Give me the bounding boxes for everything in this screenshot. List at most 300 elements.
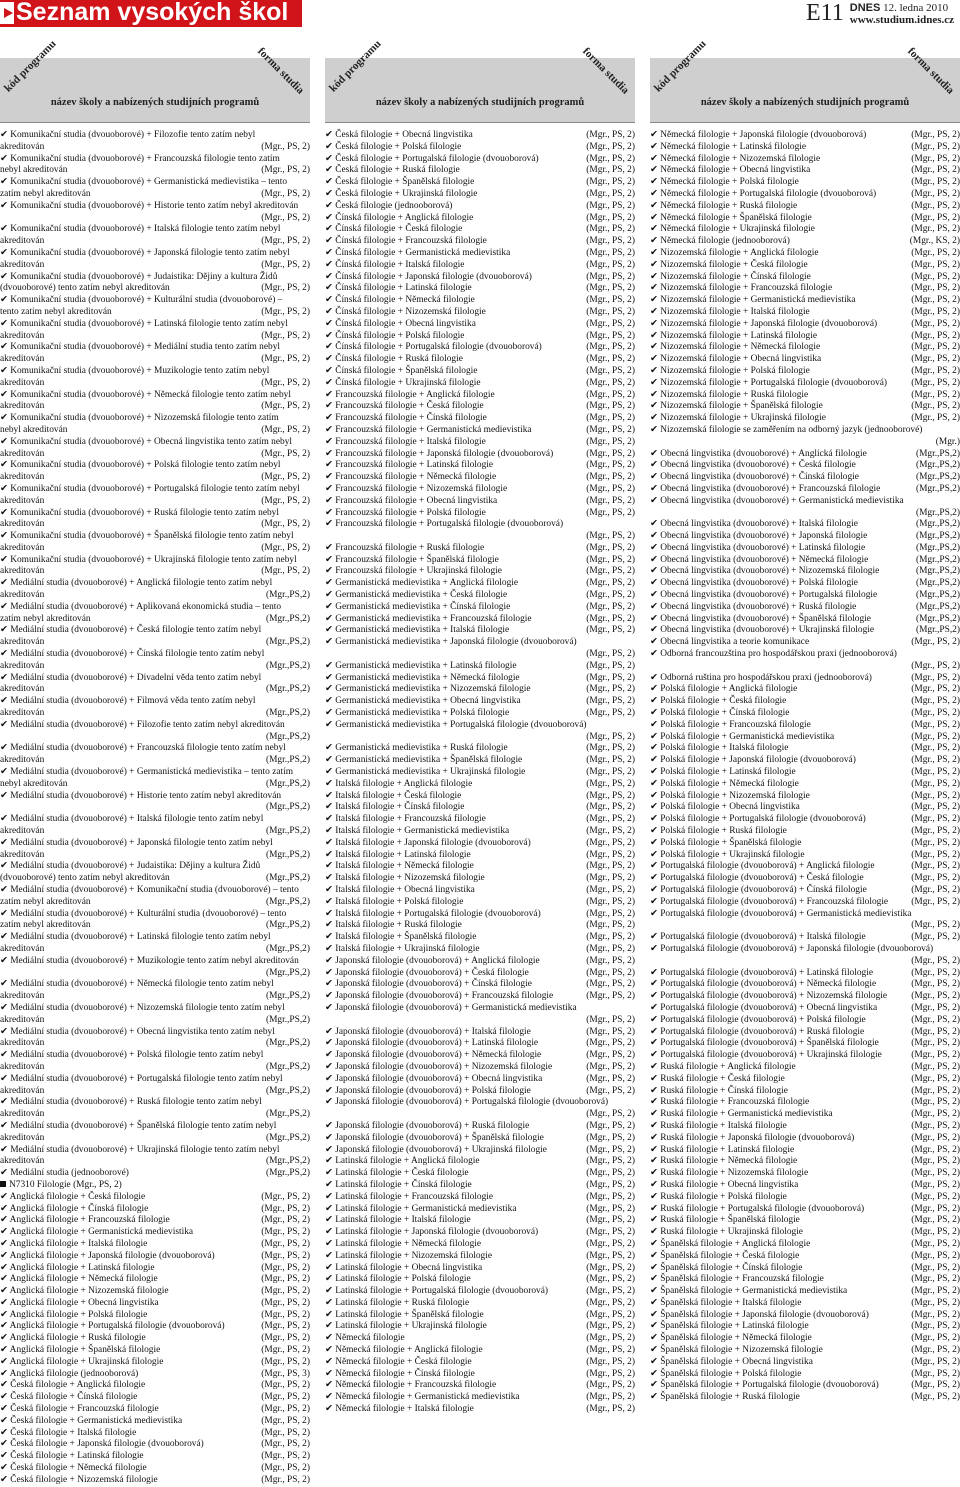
title-banner: [0, 0, 302, 27]
study-form: (Mgr., PS, 2): [911, 1356, 960, 1367]
study-form: (Mgr.,PS,2): [265, 1061, 310, 1072]
study-form: (Mgr., PS, 2): [586, 885, 635, 895]
program-name: ✔ Mediální studia (dvouoborové) + Divadelní věda tento zatím nebyl akreditován: [0, 672, 262, 695]
study-form: (Mgr., PS, 2): [911, 790, 960, 801]
program-entry: [650, 649, 960, 673]
study-form: (Mgr., PS, 2): [586, 377, 635, 388]
program-entry: [650, 1227, 960, 1239]
study-form: (Mgr., PS, 2): [911, 271, 960, 282]
study-form: (Mgr., PS, 2): [911, 802, 960, 813]
program-name: ✔ Mediální studia (dvouoborové) + Komunikační studia (dvouoborové) – tento zatím nebyl akreditován: [0, 885, 299, 907]
program-name: ✔ Nizozemská filologie + Anglická filologie: [650, 247, 819, 258]
program-name: ✔ Česká filologie + Francouzská filologie: [0, 1404, 159, 1415]
program-name: ✔ Francouzská filologie + Nizozemská filologie: [325, 483, 508, 494]
study-form: (Mgr., PS, 2): [261, 165, 310, 176]
study-form: (Mgr., PS, 2): [911, 967, 960, 978]
program-name: ✔ Anglická filologie + Francouzská filologie: [0, 1215, 170, 1226]
program-entry: [325, 366, 635, 378]
program-entry: [650, 590, 960, 602]
program-name: ✔ Polská filologie + Obecná lingvistika: [650, 802, 800, 813]
study-form: (Mgr., PS, 2): [586, 507, 635, 518]
study-form: (Mgr., PS, 2): [586, 814, 635, 825]
program-name: ✔ Čínská filologie + Anglická filologie: [325, 212, 474, 223]
program-name: ✔ Komunikační studia (dvouoborové) + Polská filologie tento zatím nebyl akreditován: [0, 460, 281, 483]
program-name: ✔ Nizozemská filologie + Italská filologie: [650, 306, 810, 317]
study-form: (Mgr., PS, 2): [911, 1380, 960, 1391]
program-entry: [325, 979, 635, 991]
program-name: ✔ Polská filologie + Nizozemská filologie: [650, 790, 810, 801]
program-name: ✔ Italská filologie + Česká filologie: [325, 790, 462, 801]
program-entry: [650, 319, 960, 331]
program-entry: [0, 1251, 310, 1263]
program-entry: [325, 1274, 635, 1286]
study-form: (Mgr., PS, 2): [911, 247, 960, 258]
study-form: (Mgr., PS, 2): [586, 955, 635, 966]
study-form: (Mgr., PS, 2): [586, 1274, 635, 1285]
program-name: ✔ Polská filologie + Italská filologie: [650, 743, 789, 754]
program-name: ✔ Italská filologie + Obecná lingvistika: [325, 885, 475, 895]
program-entry: [325, 378, 635, 390]
study-form: (Mgr., PS, 2): [911, 837, 960, 848]
program-entry: [0, 460, 310, 484]
program-name: ✔ Anglická filologie + Německá filologie: [0, 1274, 158, 1285]
program-name: ✔ Obecná lingvistika (dvouoborové) + Latinská filologie: [650, 542, 866, 553]
program-entry: [325, 449, 635, 461]
header-kod: kód programu: [652, 37, 709, 95]
program-name: ✔ Latinská filologie + Obecná lingvistika: [325, 1262, 483, 1273]
study-form: (Mgr., PS, 2): [911, 1002, 960, 1013]
program-name: ✔ Germanistická medievistika + Polská filologie: [325, 708, 510, 719]
program-name: ✔ Čínská filologie + Nizozemská filologie: [325, 306, 486, 317]
study-form: (Mgr., PS, 2): [586, 731, 635, 742]
study-form: (Mgr., PS, 2): [586, 1132, 635, 1143]
program-entry: [325, 248, 635, 260]
program-entry: [650, 767, 960, 779]
study-form: (Mgr., PS, 2): [586, 472, 635, 483]
program-name: ✔ Čínská filologie + Ruská filologie: [325, 354, 463, 365]
entries-list: [650, 130, 960, 1404]
program-entry: [325, 684, 635, 696]
program-name: ✔ Čínská filologie + Germanistická medievistika: [325, 247, 511, 258]
study-form: (Mgr., PS, 2): [586, 165, 635, 176]
program-entry: [325, 1380, 635, 1392]
study-form: (Mgr., PS, 2): [261, 424, 310, 435]
program-name: ✔ Polská filologie + Latinská filologie: [650, 767, 796, 778]
column-header: [650, 37, 960, 123]
study-form: (Mgr.,PS,2): [265, 896, 310, 907]
program-name: ✔ Francouzská filologie + Italská filologie: [325, 436, 486, 447]
study-form: (Mgr., PS, 2): [586, 767, 635, 778]
program-entry: [650, 1204, 960, 1216]
program-name: ✔ Anglická filologie + Nizozemská filologie: [0, 1286, 169, 1297]
program-name: ✔ Obecná lingvistika (dvouoborové) + Ukrajinská filologie: [650, 625, 875, 636]
study-form: (Mgr., PS, 2): [911, 696, 960, 707]
program-entry: [0, 932, 310, 956]
column-header: [325, 37, 635, 123]
header-kod: kód programu: [2, 37, 59, 95]
study-form: (Mgr., PS, 2): [261, 1474, 310, 1485]
column-1: [0, 37, 310, 1485]
program-name: ✔ Obecná lingvistika (dvouoborové) + Germanistická medievistika: [650, 495, 904, 506]
program-entry: [0, 508, 310, 532]
program-entry: [325, 283, 635, 295]
study-form: (Mgr., PS, 2): [586, 1026, 635, 1037]
program-name: ✔ Německá filologie (jednooborová): [650, 236, 790, 247]
program-name: ✔ Česká filologie + Ruská filologie: [325, 165, 460, 176]
program-name: ✔ Anglická filologie + Ruská filologie: [0, 1333, 146, 1344]
study-form: (Mgr., PS, 2): [586, 778, 635, 789]
program-entry: [650, 909, 960, 933]
program-entry: [325, 142, 635, 154]
study-form: (Mgr., PS, 2): [586, 1156, 635, 1167]
study-form: (Mgr., PS, 2): [261, 1321, 310, 1332]
program-name: ✔ Čínská filologie + Španělská filologie: [325, 365, 478, 376]
study-form: (Mgr., PS, 2): [261, 354, 310, 365]
program-name: ✔ Italská filologie + Anglická filologie: [325, 778, 473, 789]
program-name: ✔ Italská filologie + Japonská filologie (dvouoborová): [325, 837, 531, 848]
program-entry: [650, 696, 960, 708]
study-form: (Mgr., PS, 2): [911, 1179, 960, 1190]
program-entry: [650, 850, 960, 862]
study-form: (Mgr., PS, 2): [586, 554, 635, 565]
study-form: (Mgr., PS, 2): [586, 1085, 635, 1096]
program-entry: [650, 944, 960, 968]
program-entry: [0, 154, 310, 178]
program-entry: [650, 684, 960, 696]
study-form: (Mgr., PS, 2): [911, 1191, 960, 1202]
program-entry: [325, 1192, 635, 1204]
program-entry: [325, 1404, 635, 1416]
program-entry: [0, 602, 310, 626]
page-code: E11: [806, 0, 844, 26]
program-name: ✔ Germanistická medievistika + Německá filologie: [325, 672, 520, 683]
program-entry: [325, 802, 635, 814]
program-name: ✔ Polská filologie + Anglická filologie: [650, 684, 798, 695]
program-name: ✔ Polská filologie + Španělská filologie: [650, 837, 802, 848]
issue-info: [850, 2, 954, 26]
study-form: (Mgr., PS, 2): [586, 342, 635, 353]
program-name: ✔ Komunikační studia (dvouoborové) + Judaistika: Dějiny a kultura Židů (dvouoborové) tento zatím nebyl akreditován: [0, 271, 278, 294]
program-entry: [650, 236, 960, 248]
program-name: ✔ Francouzská filologie + Japonská filologie (dvouoborová): [325, 448, 554, 459]
study-form: (Mgr., PS, 2): [586, 436, 635, 447]
program-entry: [650, 248, 960, 260]
study-form: (Mgr., PS, 2): [586, 448, 635, 459]
study-form: (Mgr.,PS,2): [265, 1014, 310, 1025]
program-entry: [0, 1428, 310, 1440]
program-name: ✔ Francouzská filologie + Německá filologie: [325, 472, 497, 483]
program-entry: [650, 720, 960, 732]
program-entry: [650, 154, 960, 166]
program-entry: [325, 838, 635, 850]
program-entry: [650, 991, 960, 1003]
program-name: ✔ Čínská filologie + Německá filologie: [325, 295, 475, 306]
program-name: ✔ Germanistická medievistika + Obecná lingvistika: [325, 696, 521, 707]
program-entry: [650, 413, 960, 425]
program-name: ✔ Mediální studia (dvouoborové) + Čínská filologie tento zatím nebyl akreditován: [0, 649, 265, 671]
program-entry: [650, 743, 960, 755]
program-entry: [0, 531, 310, 555]
study-form: (Mgr., PS, 2): [261, 566, 310, 577]
study-form: (Mgr., PS, 2): [586, 991, 635, 1002]
study-form: (Mgr., PS, 2): [911, 849, 960, 860]
study-form: (Mgr., PS, 2): [911, 708, 960, 719]
program-name: ✔ Německá filologie + Nizozemská filologie: [650, 153, 821, 164]
program-entry: [325, 909, 635, 921]
study-form: (Mgr., PS, 2): [261, 448, 310, 459]
study-form: (Mgr., PS, 2): [261, 1404, 310, 1415]
study-form: (Mgr., PS, 2): [911, 401, 960, 412]
program-entry: [650, 979, 960, 991]
program-name: ✔ Mediální studia (dvouoborové) + Ukrajinská filologie tento zatím nebyl akreditován: [0, 1144, 280, 1167]
program-entry: [325, 354, 635, 366]
program-name: ✔ Portugalská filologie (dvouoborová) + Čínská filologie: [650, 885, 867, 895]
program-name: ✔ Španělská filologie + Obecná lingvistika: [650, 1356, 813, 1367]
program-name: ✔ Španělská filologie + Italská filologie: [650, 1297, 802, 1308]
study-form: (Mgr., PS, 2): [911, 365, 960, 376]
study-form: (Mgr.,PS,2): [915, 448, 960, 459]
program-entry: [650, 1121, 960, 1133]
study-form: (Mgr., PS, 2): [911, 283, 960, 294]
program-name: ✔ Nizozemská filologie + Obecná lingvistika: [650, 354, 822, 365]
program-entry: [0, 342, 310, 366]
study-form: (Mgr.,PS,2): [265, 826, 310, 837]
study-form: (Mgr., PS, 2): [586, 566, 635, 577]
program-entry: [0, 720, 310, 744]
program-entry: [0, 1321, 310, 1333]
program-entry: [0, 1145, 310, 1169]
program-entry: [0, 366, 310, 390]
program-name: ✔ Nizozemská filologie + Česká filologie: [650, 259, 808, 270]
study-form: (Mgr., PS, 2): [911, 1085, 960, 1096]
study-form: (Mgr.,PS,2): [265, 1085, 310, 1096]
program-name: ✔ Polská filologie + Germanistická medievistika: [650, 731, 835, 742]
program-entry: [650, 1168, 960, 1180]
study-form: (Mgr., PS, 2): [911, 1109, 960, 1120]
program-name: ✔ Portugalská filologie (dvouoborová) + Japonská filologie (dvouoborová): [650, 943, 934, 954]
program-entry: [650, 838, 960, 850]
study-form: (Mgr.,PS,2): [915, 460, 960, 471]
program-name: ✔ Obecná lingvistika (dvouoborové) + Ruská filologie: [650, 601, 857, 612]
program-name: ✔ Portugalská filologie (dvouoborová) + Italská filologie: [650, 932, 866, 943]
program-entry: [650, 307, 960, 319]
study-form: (Mgr., PS, 2): [586, 837, 635, 848]
program-name: ✔ Anglická filologie + Portugalská filologie (dvouoborová): [0, 1321, 225, 1332]
program-entry: [650, 861, 960, 873]
program-entry: [650, 1321, 960, 1333]
program-entry: [650, 1380, 960, 1392]
program-entry: [650, 1286, 960, 1298]
study-form: (Mgr., PS, 2): [586, 495, 635, 506]
program-entry: [325, 814, 635, 826]
study-form: (Mgr., PS, 2): [261, 1274, 310, 1285]
program-entry: [325, 826, 635, 838]
program-name: ✔ Anglická filologie + Česká filologie: [0, 1191, 146, 1202]
program-entry: [650, 968, 960, 980]
program-entry: [650, 814, 960, 826]
program-entry: [325, 1027, 635, 1039]
study-form: (Mgr., PS, 2): [261, 1203, 310, 1214]
study-form: (Mgr., PS, 2): [586, 306, 635, 317]
program-name: ✔ Německá filologie + Čínská filologie: [325, 1368, 475, 1379]
study-form: (Mgr.,PS,2): [265, 637, 310, 648]
study-form: (Mgr.,PS,2): [265, 613, 310, 624]
program-name: ✔ Portugalská filologie (dvouoborová) + Polská filologie: [650, 1014, 866, 1025]
program-name: ✔ Latinská filologie + Italská filologie: [325, 1215, 471, 1226]
program-name: ✔ Španělská filologie + Anglická filologie: [650, 1238, 811, 1249]
program-entry: [325, 189, 635, 201]
study-form: (Mgr.,PS,2): [265, 1132, 310, 1143]
program-entry: [650, 1015, 960, 1027]
study-form: (Mgr., PS, 2): [911, 200, 960, 211]
program-entry: [650, 708, 960, 720]
program-entry: [650, 165, 960, 177]
study-form: (Mgr.,PS,2): [915, 566, 960, 577]
study-form: (Mgr., PS, 2): [911, 188, 960, 199]
study-form: (Mgr., PS, 2): [911, 1203, 960, 1214]
program-name: ✔ Mediální studia (dvouoborové) + Italská filologie tento zatím nebyl akreditován: [0, 814, 264, 837]
study-form: (Mgr., PS, 2): [586, 1392, 635, 1403]
program-name: ✔ Komunikační studia (dvouoborové) + Portugalská filologie tento zatím nebyl akreditován: [0, 483, 300, 506]
study-form: (Mgr., PS, 2): [911, 979, 960, 990]
program-name: ✔ Italská filologie + Čínská filologie: [325, 802, 465, 813]
program-name: ✔ Komunikační studia (dvouoborové) + Italská filologie tento zatím nebyl akreditován: [0, 224, 281, 247]
program-entry: [0, 885, 310, 909]
header-nazev: název školy a nabízených studijních programů: [375, 97, 585, 108]
study-form: (Mgr., PS, 2): [261, 306, 310, 317]
study-form: (Mgr., PS, 2): [586, 1309, 635, 1320]
column-header: [0, 37, 310, 123]
program-name: ✔ Komunikační studia (dvouoborové) + Mediální studia tento zatím nebyl akreditován: [0, 342, 281, 365]
program-name: ✔ Nizozemská filologie + Německá filologie: [650, 342, 821, 353]
program-name: ✔ Latinská filologie + Ukrajinská filologie: [325, 1321, 487, 1332]
study-form: (Mgr., PS, 2): [911, 991, 960, 1002]
study-form: (Mgr., PS, 2): [911, 330, 960, 341]
program-name: ✔ Portugalská filologie (dvouoborová) + Ruská filologie: [650, 1026, 865, 1037]
program-entry: [0, 1027, 310, 1051]
page-title: Seznam vysokých škol: [16, 0, 289, 26]
study-form: (Mgr., PS, 2): [911, 1238, 960, 1249]
program-name: ✔ Francouzská filologie + Česká filologie: [325, 401, 484, 412]
program-name: ✔ Polská filologie + Francouzská filologie: [650, 719, 811, 730]
program-name: ✔ Komunikační studia (dvouoborové) + Ruská filologie tento zatím nebyl akreditován: [0, 507, 279, 530]
study-form: (Mgr., PS, 2): [586, 177, 635, 188]
study-form: (Mgr.,PS,2): [915, 542, 960, 553]
study-form: (Mgr., PS, 2): [261, 283, 310, 294]
program-entry: [0, 1050, 310, 1074]
program-entry: [0, 1286, 310, 1298]
program-name: ✔ Česká filologie + Čínská filologie: [0, 1392, 138, 1403]
study-form: (Mgr.,PS,2): [265, 991, 310, 1002]
study-form: (Mgr., PS, 2): [911, 1014, 960, 1025]
program-entry: [650, 142, 960, 154]
study-form: (Mgr., PS, 2): [911, 1144, 960, 1155]
program-name: ✔ Obecná lingvistika (dvouoborové) + Anglická filologie: [650, 448, 867, 459]
program-entry: [650, 201, 960, 213]
program-name: ✔ Mediální studia (dvouoborové) + Portugalská filologie tento zatím nebyl akreditován: [0, 1073, 283, 1096]
study-form: (Mgr., PS, 2): [261, 1191, 310, 1202]
study-form: (Mgr., PS, 2): [586, 967, 635, 978]
program-entry: [650, 1239, 960, 1251]
program-name: ✔ Čínská filologie + Ukrajinská filologie: [325, 377, 481, 388]
program-name: ✔ Komunikační studia (dvouoborové) + Muzikologie tento zatím nebyl akreditován: [0, 365, 270, 388]
program-name: ✔ Španělská filologie + Česká filologie: [650, 1250, 800, 1261]
study-form: (Mgr., PS, 2): [261, 1451, 310, 1462]
program-name: ✔ Italská filologie + Germanistická medievistika: [325, 826, 510, 837]
program-entry: [650, 496, 960, 520]
program-entry: [0, 1121, 310, 1145]
study-form: (Mgr., PS, 2): [586, 1380, 635, 1391]
header-meta: [806, 0, 954, 27]
program-name: ✔ Anglická filologie + Ukrajinská filologie: [0, 1356, 164, 1367]
program-entry: [325, 720, 635, 744]
program-name: ✔ Polská filologie + Portugalská filologie (dvouoborová): [650, 814, 866, 825]
study-form: (Mgr.,PS,2): [265, 1156, 310, 1167]
program-entry: [325, 401, 635, 413]
program-name: ✔ Portugalská filologie (dvouoborová) + Nizozemská filologie: [650, 991, 888, 1002]
study-form: (Mgr., PS, 2): [261, 1333, 310, 1344]
study-form: (Mgr., PS, 2): [586, 625, 635, 636]
program-name: ✔ Ruská filologie + Česká filologie: [650, 1073, 785, 1084]
program-name: ✔ Čínská filologie + Obecná lingvistika: [325, 318, 476, 329]
program-name: ✔ Komunikační studia (dvouoborové) + Kulturální studia (dvouoborové) – tento zatím nebyl akreditován: [0, 295, 283, 317]
study-form: (Mgr.,PS,2): [265, 1038, 310, 1049]
study-form: (Mgr., PS, 2): [586, 460, 635, 471]
study-form: (Mgr., PS, 2): [586, 200, 635, 211]
program-entry: [650, 1050, 960, 1062]
column-3: [650, 37, 960, 1403]
program-name: ✔ Česká filologie + Nizozemská filologie: [0, 1474, 158, 1485]
study-form: (Mgr., PS, 2): [586, 684, 635, 695]
program-name: ✔ Nizozemská filologie + Španělská filologie: [650, 401, 823, 412]
program-entry: [325, 130, 635, 142]
program-name: ✔ Komunikační studia (dvouoborové) + Nizozemská filologie tento zatím nebyl akreditován: [0, 413, 279, 435]
program-name: ✔ Japonská filologie (dvouoborová) + Čínská filologie: [325, 979, 532, 990]
program-entry: [325, 1392, 635, 1404]
study-form: (Mgr., PS, 2): [911, 354, 960, 365]
program-entry: [650, 897, 960, 909]
program-entry: [0, 1074, 310, 1098]
program-entry: [0, 1192, 310, 1204]
program-name: ✔ Ruská filologie + Portugalská filologie (dvouoborová): [650, 1203, 865, 1214]
study-form: (Mgr., PS, 2): [911, 932, 960, 943]
program-entry: [325, 1310, 635, 1322]
study-form: (Mgr., PS, 2): [911, 141, 960, 152]
paper-name: DNES: [849, 1, 881, 14]
program-entry: [650, 1109, 960, 1121]
program-entry: [0, 1215, 310, 1227]
program-name: ✔ Obecná lingvistika (dvouoborové) + Španělská filologie: [650, 613, 871, 624]
program-name: ✔ Mediální studia (dvouoborové) + Judaistika: Dějiny a kultura Židů (dvouoborové) tento zatím nebyl akreditován: [0, 861, 261, 884]
program-name: ✔ Portugalská filologie (dvouoborová) + Česká filologie: [650, 873, 864, 884]
study-form: (Mgr., PS, 2): [261, 188, 310, 199]
program-name: ✔ Komunikační studia (dvouoborové) + Japonská filologie tento zatím nebyl akreditován: [0, 247, 290, 270]
study-form: (Mgr., KS, 2): [909, 236, 960, 247]
program-name: ✔ Portugalská filologie (dvouoborová) + Latinská filologie: [650, 967, 873, 978]
program-name: ✔ Německá filologie + Ukrajinská filologie: [650, 224, 815, 235]
study-form: (Mgr., PS, 2): [586, 896, 635, 907]
study-form: (Mgr., PS, 2): [911, 318, 960, 329]
program-name: ✔ Germanistická medievistika + Anglická filologie: [325, 578, 519, 589]
program-entry: [650, 555, 960, 567]
study-form: (Mgr., PS, 2): [911, 637, 960, 648]
program-entry: [325, 696, 635, 708]
study-form: (Mgr., PS, 2): [586, 1191, 635, 1202]
program-name: ✔ Francouzská filologie + Germanistická medievistika: [325, 424, 532, 435]
program-entry: [650, 755, 960, 767]
program-name: ✔ Polská filologie + Ruská filologie: [650, 826, 787, 837]
program-entry: [0, 319, 310, 343]
